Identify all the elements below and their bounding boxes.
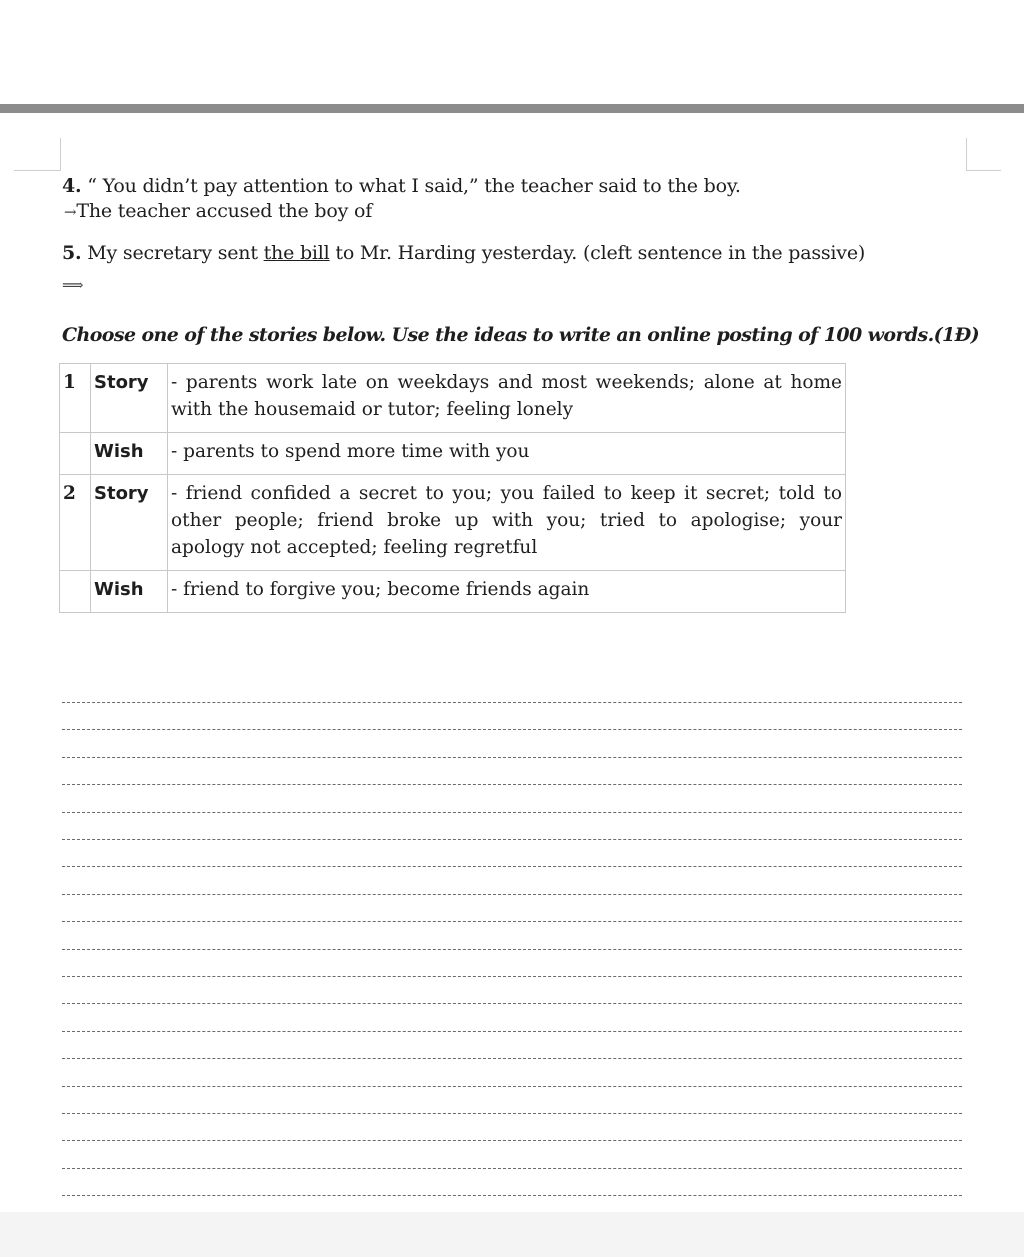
writing-line [62, 812, 962, 813]
writing-line [62, 1195, 962, 1196]
writing-instruction: Choose one of the stories below. Use the ideas to write an online posting of 100 words.(1Đ) [62, 324, 980, 346]
story-ideas-table [59, 363, 846, 613]
writing-line [62, 976, 962, 977]
margin-corner-mark-right [966, 138, 1001, 171]
margin-corner-mark-left [14, 138, 61, 171]
writing-line [62, 1003, 962, 1004]
page-top-border [0, 104, 1024, 113]
question-number: 5. [62, 242, 82, 264]
row-number: 1 [60, 364, 91, 433]
writing-line [62, 866, 962, 867]
writing-line [62, 921, 962, 922]
row-text: - parents to spend more time with you [168, 433, 846, 475]
row-label: Wish [91, 571, 168, 613]
question-5 [62, 241, 865, 265]
row-number [60, 433, 91, 475]
question-4 [62, 174, 741, 198]
answer-prompt: The teacher accused the boy of [76, 200, 373, 222]
question-text-after: to Mr. Harding yesterday. (cleft sentence in the passive) [329, 242, 866, 264]
writing-line [62, 702, 962, 703]
table-row [60, 433, 846, 475]
writing-line [62, 729, 962, 730]
table-row [60, 475, 846, 571]
writing-line [62, 784, 962, 785]
row-number: 2 [60, 475, 91, 571]
row-text: - friend confided a secret to you; you failed to keep it secret; told to other people; friend broke up with you; tried to apologise; your apology not accepted; feeling regretful [168, 475, 846, 571]
question-text: “ You didn’t pay attention to what I said,” the teacher said to the boy. [87, 175, 741, 197]
row-label: Story [91, 475, 168, 571]
writing-line [62, 1058, 962, 1059]
row-label: Wish [91, 433, 168, 475]
writing-line [62, 1140, 962, 1141]
question-4-answer [64, 199, 372, 224]
table-row [60, 364, 846, 433]
writing-line [62, 1086, 962, 1087]
page-bottom-edge [0, 1212, 1024, 1257]
question-number: 4. [62, 175, 82, 197]
question-text-before: My secretary sent [87, 242, 264, 264]
writing-line [62, 1031, 962, 1032]
underlined-phrase: the bill [263, 242, 330, 264]
table-row [60, 571, 846, 613]
writing-line [62, 839, 962, 840]
writing-line [62, 949, 962, 950]
row-text: - parents work late on weekdays and most weekends; alone at home with the housemaid or tutor; feeling lonely [168, 364, 846, 433]
writing-line [62, 894, 962, 895]
writing-line [62, 757, 962, 758]
writing-line [62, 1113, 962, 1114]
row-number [60, 571, 91, 613]
arrow-icon: → [64, 203, 77, 221]
arrow-icon: ⟹ [62, 276, 84, 294]
row-text: - friend to forgive you; become friends again [168, 571, 846, 613]
question-5-answer [62, 272, 83, 297]
row-label: Story [91, 364, 168, 433]
writing-line [62, 1168, 962, 1169]
